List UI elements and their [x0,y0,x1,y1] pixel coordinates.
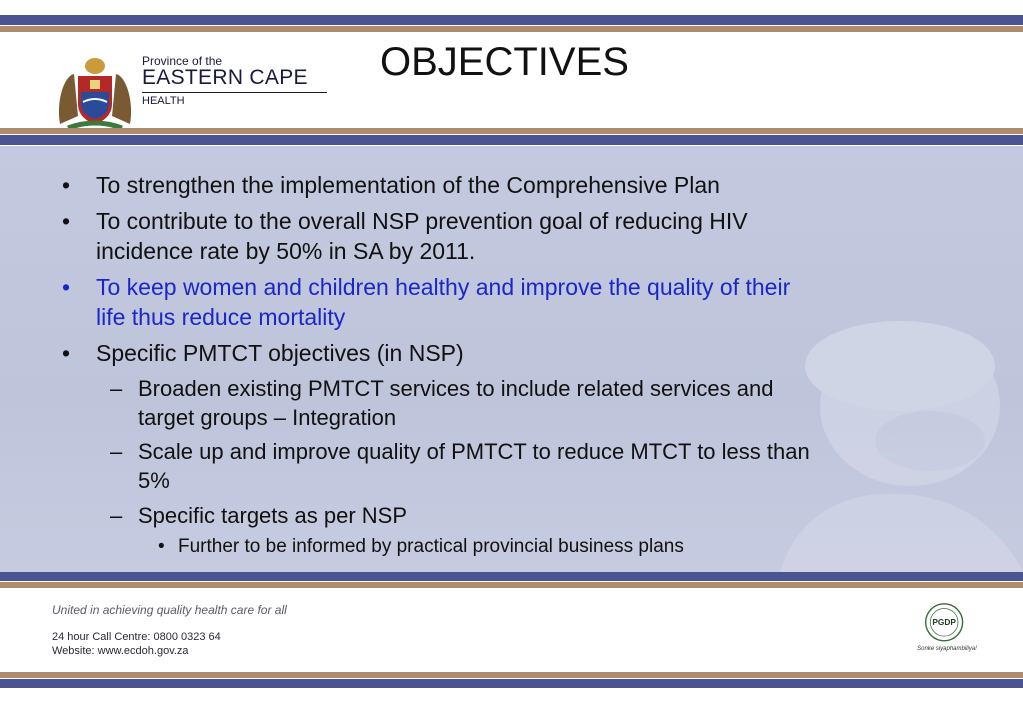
bullet-text: To keep women and children healthy and improve the quality of their [96,274,791,300]
pgdp-seal-icon [922,602,970,650]
sub-bullet-item [110,437,970,495]
bullet-marker: • [62,172,71,198]
footer-tagline: United in achieving quality health care for all [52,603,287,617]
slide-title: OBJECTIVES [380,40,629,84]
pgdp-slogan: Sonke siyaphambiliya! [917,646,977,652]
content-panel [0,146,1023,572]
logo-province-line: Province of the [142,54,223,68]
sub-bullet-text-continued: 5% [138,468,170,493]
sub-bullet-text-continued: target groups – Integration [138,405,397,430]
sub-sub-bullet-text: Further to be informed by practical provincial business plans [178,536,684,557]
pgdp-seal-text: PGDP [932,617,956,628]
footer-website: Website: www.ecdoh.gov.za [52,645,189,657]
bullet-marker: • [62,208,71,234]
logo-department-line: HEALTH [142,95,185,107]
sub-bullet-text: Broaden existing PMTCT services to include related services and [138,376,774,401]
sub-bullet-text: Specific targets as per NSP [138,503,408,528]
bullet-text: To contribute to the overall NSP prevention goal of reducing HIV [96,208,748,234]
bullet-text-continued: life thus reduce mortality [96,304,346,330]
coat-of-arms-icon [50,46,140,134]
bullet-item [62,206,962,266]
lower-band-brown [0,582,1023,588]
sub-bullet-marker: – [110,503,123,528]
bullet-text: Specific PMTCT objectives (in NSP) [96,340,464,366]
bottom-band-navy [0,679,1023,688]
slide-header [0,32,1023,128]
sub-bullet-marker: – [110,376,123,401]
bullet-item-emphasis [62,272,962,332]
sub-sub-bullet-marker: • [158,536,165,557]
bullet-text: To strengthen the implementation of the Comprehensive Plan [96,172,720,198]
bullet-text-continued: incidence rate by 50% in SA by 2011. [96,238,476,264]
logo-name-line: EASTERN CAPE [142,66,308,89]
footer-call-centre: 24 hour Call Centre: 0800 0323 64 [52,631,221,643]
slide-footer [0,590,1023,670]
bullet-marker: • [62,340,71,366]
logo-divider [142,92,327,93]
lower-band-navy [0,572,1023,581]
sub-bullet-text: Scale up and improve quality of PMTCT to reduce MTCT to less than [138,439,810,464]
upper-band-brown [0,128,1023,134]
surgeon-watermark [690,296,1023,572]
sub-bullet-marker: – [110,439,123,464]
top-band-navy [0,15,1023,25]
sub-bullet-item [110,374,970,432]
bullet-marker: • [62,274,71,300]
upper-band-navy [0,135,1023,145]
bottom-band-brown [0,672,1023,678]
